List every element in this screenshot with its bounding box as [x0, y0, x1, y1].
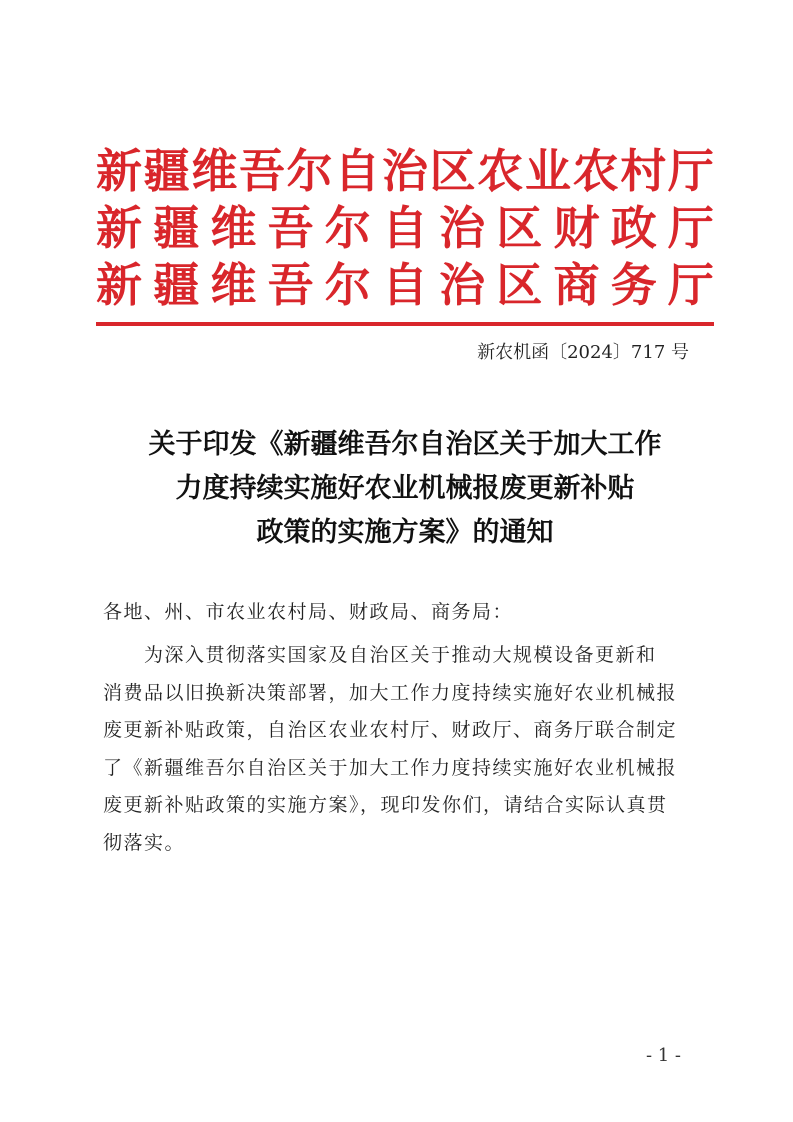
- notice-title-line-3: 政策的实施方案》的通知: [256, 517, 554, 548]
- notice-title-line-1: 关于印发《新疆维吾尔自治区关于加大工作: [148, 429, 662, 460]
- issuer-line-finance: [96, 198, 714, 258]
- issuer-char: 维: [191, 144, 238, 198]
- issuer-char: 厅: [667, 201, 714, 255]
- issuer-char: 维: [210, 258, 257, 312]
- issuer-line-agriculture: [96, 141, 714, 201]
- issuer-char: 商: [553, 258, 600, 312]
- issuer-char: 业: [524, 144, 571, 198]
- red-header-rule: [96, 322, 714, 326]
- issuer-char: 新: [96, 201, 142, 255]
- page-number: - 1 -: [645, 1045, 681, 1066]
- issuer-char: 疆: [143, 144, 190, 198]
- notice-title-line-2: 力度持续实施好农业机械报废更新补贴: [175, 473, 635, 504]
- body-text-line: 消费品以旧换新决策部署，加大工作力度持续实施好农业机械报: [103, 681, 678, 704]
- issuer-char: 区: [496, 258, 543, 312]
- issuer-line-commerce: [96, 255, 714, 315]
- issuer-char: 村: [620, 144, 667, 198]
- body-text-line: 废更新补贴政策，自治区农业农村厅、财政厅、商务厅联合制定: [103, 719, 678, 741]
- issuer-char: 吾: [238, 144, 285, 198]
- issuer-char: 自: [334, 144, 381, 198]
- issuer-char: 厅: [667, 144, 714, 198]
- issuer-char: 区: [496, 201, 543, 255]
- issuer-char: 治: [439, 258, 486, 312]
- issuer-char: 吾: [267, 201, 314, 255]
- document-number: 新农机函〔2024〕717 号: [477, 342, 689, 363]
- issuer-char: 治: [439, 201, 486, 255]
- issuer-char: 政: [610, 201, 657, 255]
- body-text-line: 了《新疆维吾尔自治区关于加大工作力度持续实施好农业机械报: [103, 756, 678, 779]
- issuer-char: 尔: [324, 258, 371, 312]
- issuer-char: 疆: [153, 201, 200, 255]
- body-text-line: 废更新补贴政策的实施方案》，现印发你们，请结合实际认真贯: [103, 794, 668, 816]
- issuer-char: 区: [429, 144, 476, 198]
- issuer-char: 农: [572, 144, 619, 198]
- recipients-line: 各地、州、市农业农村局、财政局、商务局：: [103, 601, 514, 623]
- issuer-char: 务: [610, 258, 657, 312]
- issuer-char: 尔: [324, 201, 371, 255]
- issuer-char: 治: [381, 144, 428, 198]
- issuer-char: 自: [381, 201, 428, 255]
- issuer-char: 新: [96, 258, 142, 312]
- body-text-line: 为深入贯彻落实国家及自治区关于推动大规模设备更新和: [103, 644, 657, 666]
- body-text-line: 彻落实。: [103, 831, 186, 854]
- issuer-char: 农: [477, 144, 524, 198]
- issuer-char: 维: [210, 201, 257, 255]
- issuer-char: 财: [553, 201, 600, 255]
- issuer-char: 尔: [286, 144, 333, 198]
- issuer-char: 自: [381, 258, 428, 312]
- issuer-char: 疆: [153, 258, 200, 312]
- issuer-char: 厅: [667, 258, 714, 312]
- issuer-char: 新: [96, 144, 142, 198]
- issuer-char: 吾: [267, 258, 314, 312]
